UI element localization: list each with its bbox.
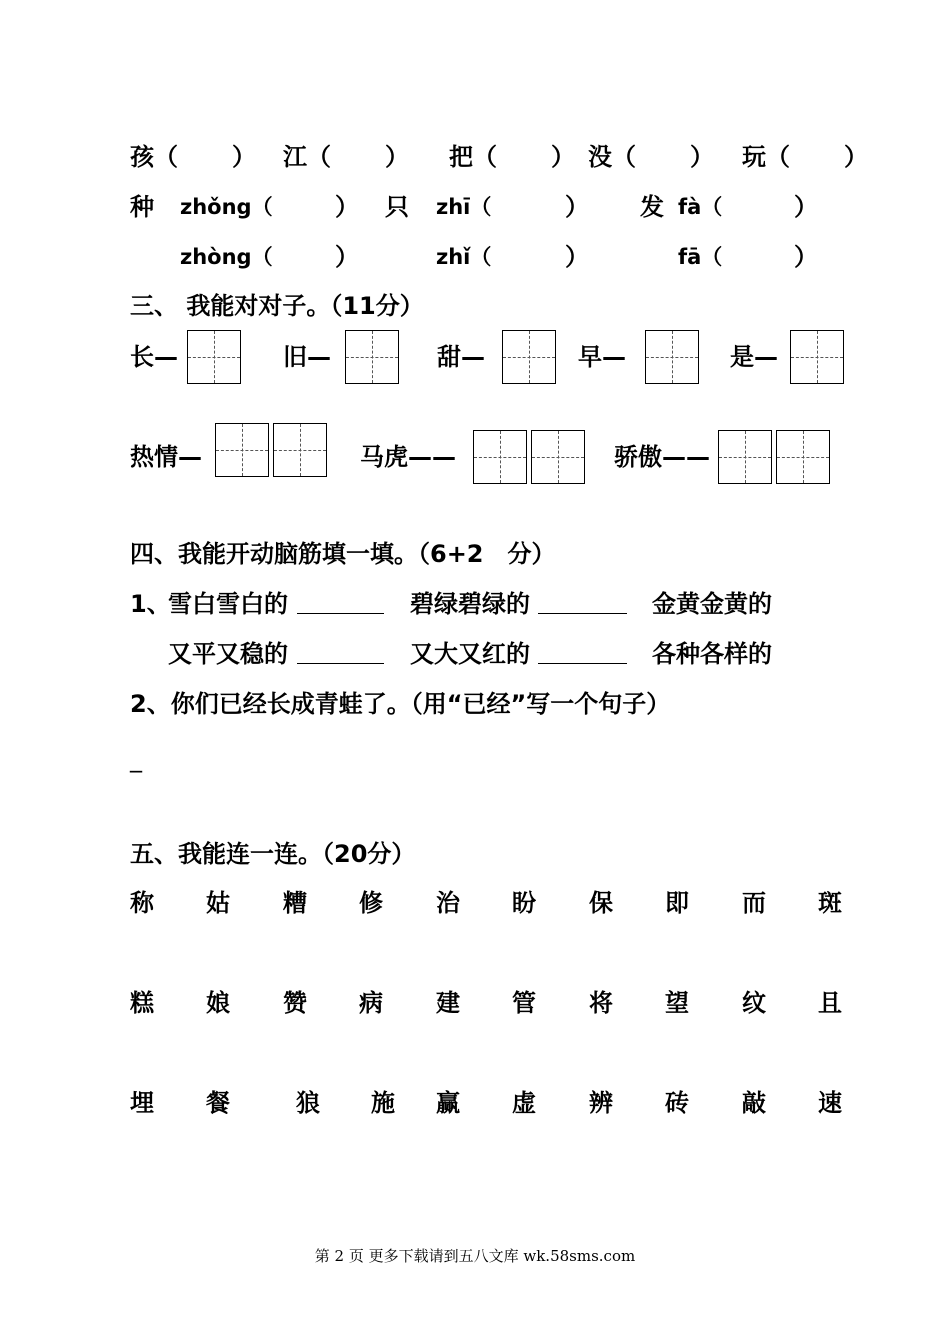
paren-close: ） (565, 193, 589, 221)
answer-blank[interactable] (297, 591, 384, 614)
paren-close: ） (794, 193, 818, 221)
match-char[interactable]: 修 (359, 889, 383, 917)
writing-box[interactable] (215, 423, 269, 477)
match-char[interactable]: 治 (436, 889, 460, 917)
question-number: 1、 (130, 590, 171, 618)
fill-prompt: 碧绿碧绿的 (410, 590, 530, 618)
pinyin-label: zhī（ (436, 195, 492, 219)
pinyin-label: fà（ (678, 195, 723, 219)
writing-box[interactable] (345, 330, 399, 384)
fill-prompt: 雪白雪白的 (168, 590, 288, 618)
match-char[interactable]: 而 (742, 889, 766, 917)
writing-box[interactable] (718, 430, 772, 484)
section-3-title: 三、 我能对对子。（11分） (130, 292, 424, 320)
char-item: 把（ (449, 143, 497, 171)
match-char[interactable]: 姑 (206, 889, 230, 917)
page-footer: 第 2 页 更多下载请到五八文库 wk.58sms.com (314, 1247, 636, 1265)
answer-blank[interactable] (297, 641, 384, 664)
match-char[interactable]: 斑 (818, 889, 842, 917)
couplet-prompt: 旧— (283, 343, 331, 371)
fill-prompt: 又平又稳的 (168, 640, 288, 668)
writing-box[interactable] (502, 330, 556, 384)
match-char[interactable]: 狼 (296, 1089, 320, 1117)
match-char[interactable]: 娘 (206, 989, 230, 1017)
answer-blank[interactable] (538, 641, 627, 664)
char-item: 孩（ (130, 143, 178, 171)
paren-close: ） (551, 143, 575, 171)
match-char[interactable]: 砖 (665, 1089, 689, 1117)
paren-close: ） (385, 143, 409, 171)
writing-box[interactable] (531, 430, 585, 484)
pinyin-label: zhǒng（ (180, 195, 273, 219)
char-item: 种 (130, 193, 154, 221)
pinyin-label: fā（ (678, 245, 723, 269)
section-5-title: 五、我能连一连。（20分） (130, 840, 416, 868)
match-char[interactable]: 盼 (512, 889, 536, 917)
match-char[interactable]: 建 (436, 989, 460, 1017)
paren-close: ） (335, 193, 359, 221)
paren-close: ） (565, 243, 589, 271)
couplet-prompt: 长— (130, 343, 178, 371)
writing-box[interactable] (790, 330, 844, 384)
couplet-prompt: 马虎—— (360, 443, 456, 471)
fill-prompt: 金黄金黄的 (652, 590, 772, 618)
match-char[interactable]: 称 (130, 889, 154, 917)
paren-close: ） (794, 243, 818, 271)
paren-close: ） (232, 143, 256, 171)
writing-box[interactable] (776, 430, 830, 484)
match-char[interactable]: 即 (665, 889, 689, 917)
paren-close: ） (690, 143, 714, 171)
couplet-prompt: 是— (730, 343, 778, 371)
paren-close: ） (844, 143, 868, 171)
match-char[interactable]: 糕 (130, 989, 154, 1017)
couplet-prompt: 骄傲—— (614, 443, 710, 471)
couplet-prompt: 热情— (130, 443, 202, 471)
match-char[interactable]: 纹 (742, 989, 766, 1017)
writing-box[interactable] (187, 330, 241, 384)
char-item: 只 (385, 193, 409, 221)
fill-prompt: 各种各样的 (652, 640, 772, 668)
match-char[interactable]: 速 (818, 1089, 842, 1117)
match-char[interactable]: 辨 (589, 1089, 613, 1117)
answer-line[interactable]: _ (130, 745, 142, 773)
answer-blank[interactable] (538, 591, 627, 614)
match-char[interactable]: 病 (359, 989, 383, 1017)
match-char[interactable]: 施 (371, 1089, 395, 1117)
writing-box[interactable] (645, 330, 699, 384)
writing-box[interactable] (273, 423, 327, 477)
char-item: 玩（ (742, 143, 790, 171)
match-char[interactable]: 管 (512, 989, 536, 1017)
pinyin-label: zhòng（ (180, 245, 273, 269)
paren-close: ） (335, 243, 359, 271)
fill-prompt: 又大又红的 (410, 640, 530, 668)
question-2: 2、你们已经长成青蛙了。（用“已经”写一个句子） (130, 690, 671, 718)
char-item: 江（ (283, 143, 331, 171)
match-char[interactable]: 赞 (283, 989, 307, 1017)
char-item: 发 (640, 193, 664, 221)
match-char[interactable]: 埋 (130, 1089, 154, 1117)
match-char[interactable]: 且 (818, 989, 842, 1017)
match-char[interactable]: 敲 (742, 1089, 766, 1117)
match-char[interactable]: 糟 (283, 889, 307, 917)
char-item: 没（ (588, 143, 636, 171)
pinyin-label: zhǐ（ (436, 245, 492, 269)
section-4-title: 四、我能开动脑筋填一填。（6+2 分） (130, 540, 556, 568)
match-char[interactable]: 望 (665, 989, 689, 1017)
writing-box[interactable] (473, 430, 527, 484)
match-char[interactable]: 赢 (436, 1089, 460, 1117)
match-char[interactable]: 保 (589, 889, 613, 917)
match-char[interactable]: 虚 (512, 1089, 536, 1117)
match-char[interactable]: 将 (589, 989, 613, 1017)
couplet-prompt: 早— (578, 343, 626, 371)
match-char[interactable]: 餐 (206, 1089, 230, 1117)
couplet-prompt: 甜— (437, 343, 485, 371)
